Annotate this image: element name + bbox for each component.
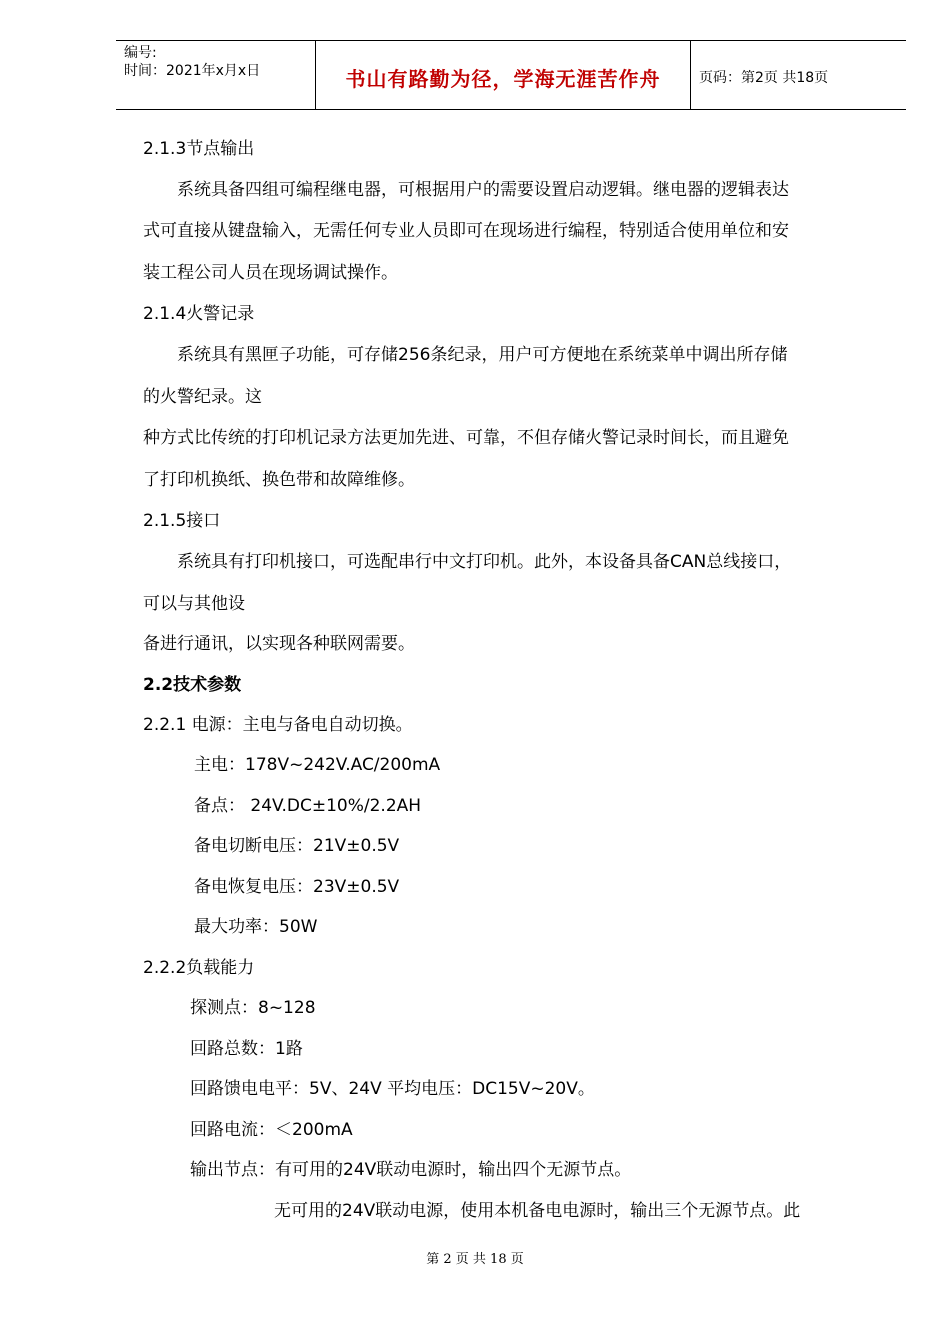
- paragraph-line: 装工程公司人员在现场调试操作。: [143, 263, 398, 283]
- motto: 书山有路勤为径，学海无涯苦作舟: [345, 67, 661, 91]
- heading-2-2-2: 2.2.2负载能力: [143, 958, 255, 978]
- heading-2-1-5: 2.1.5接口: [143, 511, 221, 531]
- spec-line: 探测点：8~128: [190, 998, 316, 1018]
- paragraph-line: 了打印机换纸、换色带和故障维修。: [143, 470, 415, 490]
- spec-line: 备电切断电压：21V±0.5V: [194, 836, 400, 856]
- spec-line: 主电：178V~242V.AC/200mA: [194, 755, 441, 775]
- spec-line: 输出节点：有可用的24V联动电源时，输出四个无源节点。: [190, 1160, 632, 1180]
- heading-2-2-1: 2.2.1 电源：主电与备电自动切换。: [143, 715, 413, 735]
- paragraph-line: 系统具有黑匣子功能，可存储256条纪录，用户可方便地在系统菜单中调出所存储: [177, 345, 788, 365]
- page-footer: 第 2 页 共 18 页: [426, 1252, 524, 1267]
- spec-line: 备点： 24V.DC±10%/2.2AH: [194, 796, 422, 816]
- paragraph-line: 种方式比传统的打印机记录方法更加先进、可靠，不但存储火警记录时间长，而且避免: [143, 428, 789, 448]
- paragraph-line: 备进行通讯，以实现各种联网需要。: [143, 634, 415, 654]
- paragraph-line: 式可直接从键盘输入，无需任何专业人员即可在现场进行编程，特别适合使用单位和安: [143, 221, 789, 241]
- spec-line: 回路馈电电平：5V、24V 平均电压：DC15V~20V。: [190, 1079, 595, 1099]
- paragraph-line: 系统具有打印机接口，可选配串行中文打印机。此外，本设备具备CAN总线接口，: [177, 552, 792, 572]
- heading-2-2: 2.2技术参数: [143, 675, 242, 695]
- spec-line: 备电恢复电压：23V±0.5V: [194, 877, 400, 897]
- heading-2-1-3: 2.1.3节点输出: [143, 139, 255, 159]
- header-left-cell: [116, 41, 315, 109]
- time-label: 时间：2021年x月x日: [124, 63, 261, 79]
- paragraph-line: 系统具备四组可编程继电器，可根据用户的需要设置启动逻辑。继电器的逻辑表达: [177, 180, 789, 200]
- page-header: [116, 40, 906, 110]
- header-page-number: 页码：第2页 共18页: [699, 70, 829, 86]
- spec-line: 最大功率：50W: [194, 917, 318, 937]
- paragraph-line: 可以与其他设: [143, 594, 245, 614]
- code-label: 编号:: [124, 45, 157, 61]
- spec-line: 回路总数：1路: [190, 1039, 303, 1059]
- paragraph-line: 的火警纪录。这: [143, 387, 262, 407]
- spec-line: 回路电流：＜200mA: [190, 1120, 353, 1140]
- heading-2-1-4: 2.1.4火警记录: [143, 304, 255, 324]
- spec-line: 无可用的24V联动电源，使用本机备电电源时，输出三个无源节点。此: [274, 1201, 801, 1221]
- header-right-cell: [691, 41, 906, 109]
- header-motto-cell: [315, 41, 691, 109]
